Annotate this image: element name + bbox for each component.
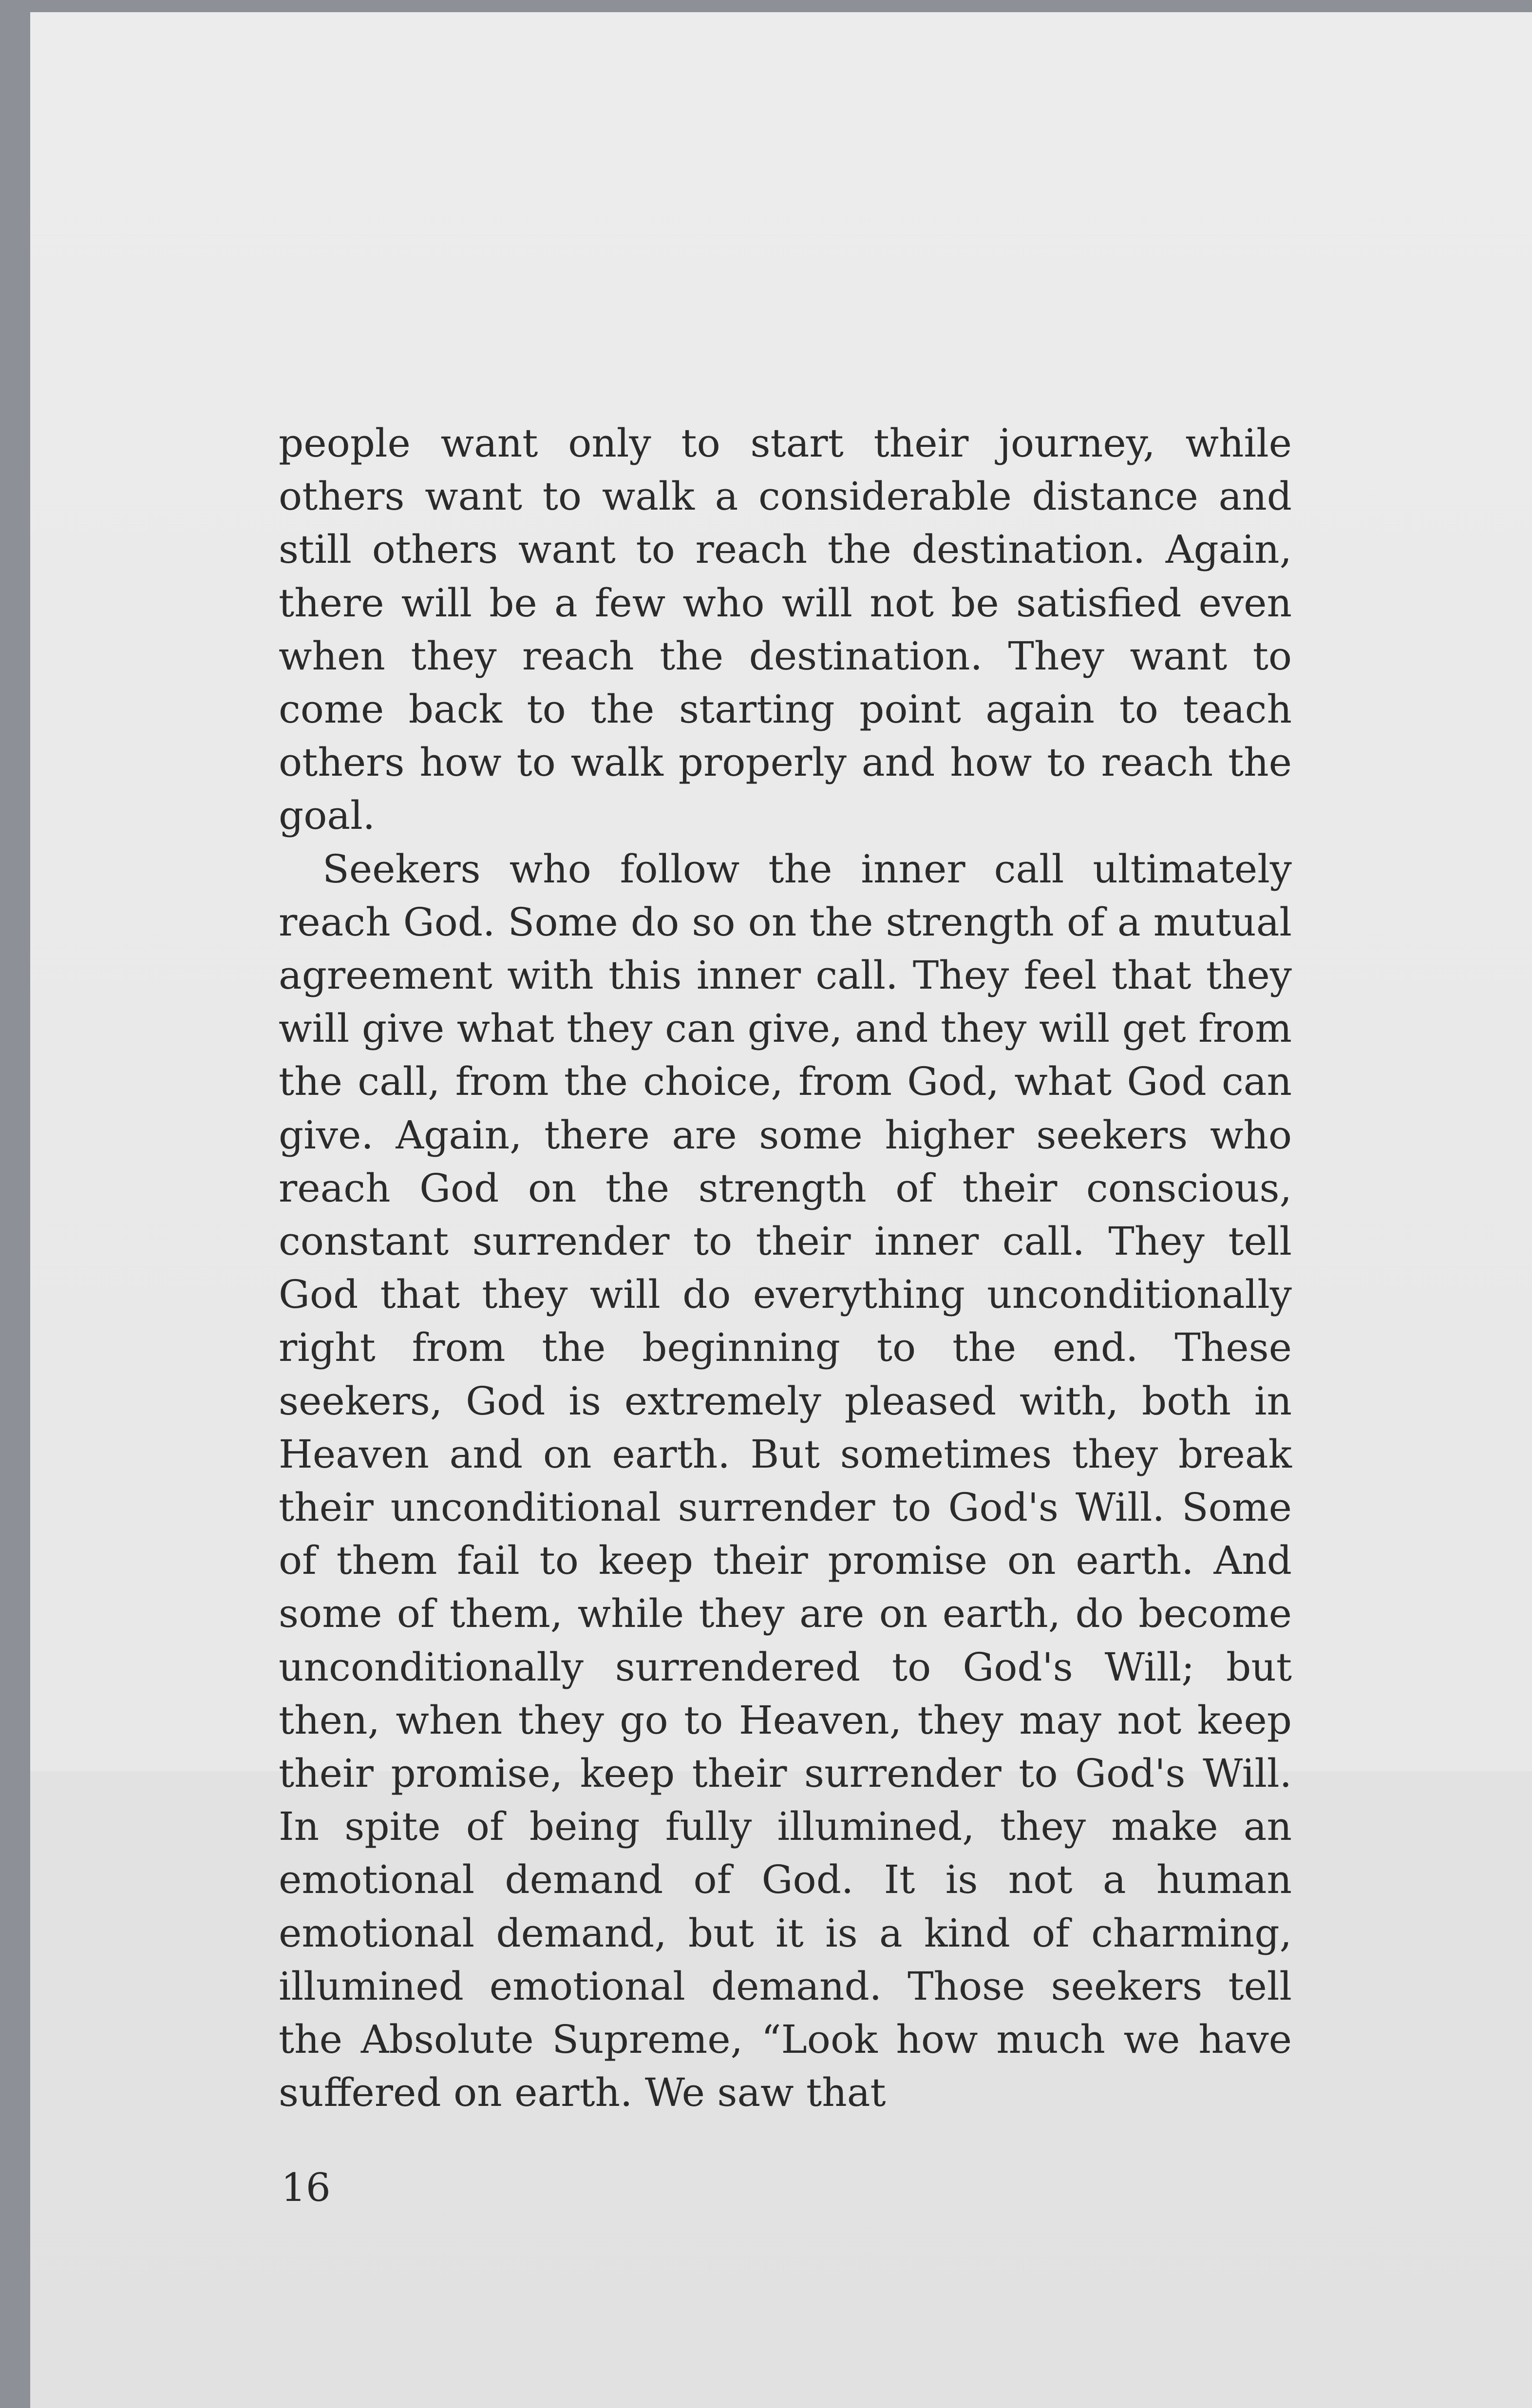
- book-page: [30, 12, 1532, 2408]
- paragraph-2: Seekers who follow the inner call ultimately reach God. Some do so on the strength of a mutual agreement with this inner call. They feel that they will give what they can give, and they will get from the call, from the choice, from God, what God can give. Again, there are some higher seekers who reach God on the strength of their conscious, constant surrender to their inner call. They tell God that they will do everything unconditionally right from the beginning to the end. These seekers, God is extremely pleased with, both in Heaven and on earth. But sometimes they break their unconditional surrender to God's Will. Some of them fail to keep their promise on earth. And some of them, while they are on earth, do become unconditionally surrendered to God's Will; but then, when they go to Heaven, they may not keep their promise, keep their surrender to God's Will. In spite of being fully illumined, they make an emotional demand of God. It is not a human emotional demand, but it is a kind of charming, illumined emotional demand. Those seekers tell the Absolute Supreme, “Look how much we have suffered on earth. We saw that: [279, 846, 1292, 2116]
- body-text: [279, 417, 1292, 2120]
- paragraph-1: people want only to start their journey, while others want to walk a considerable distance and still others want to reach the destination. Again, there will be a few who will not be satisfied even when they reach the destination. They want to come back to the starting point again to teach others how to walk properly and how to reach the goal.: [279, 420, 1292, 839]
- page-number: 16: [281, 2165, 331, 2210]
